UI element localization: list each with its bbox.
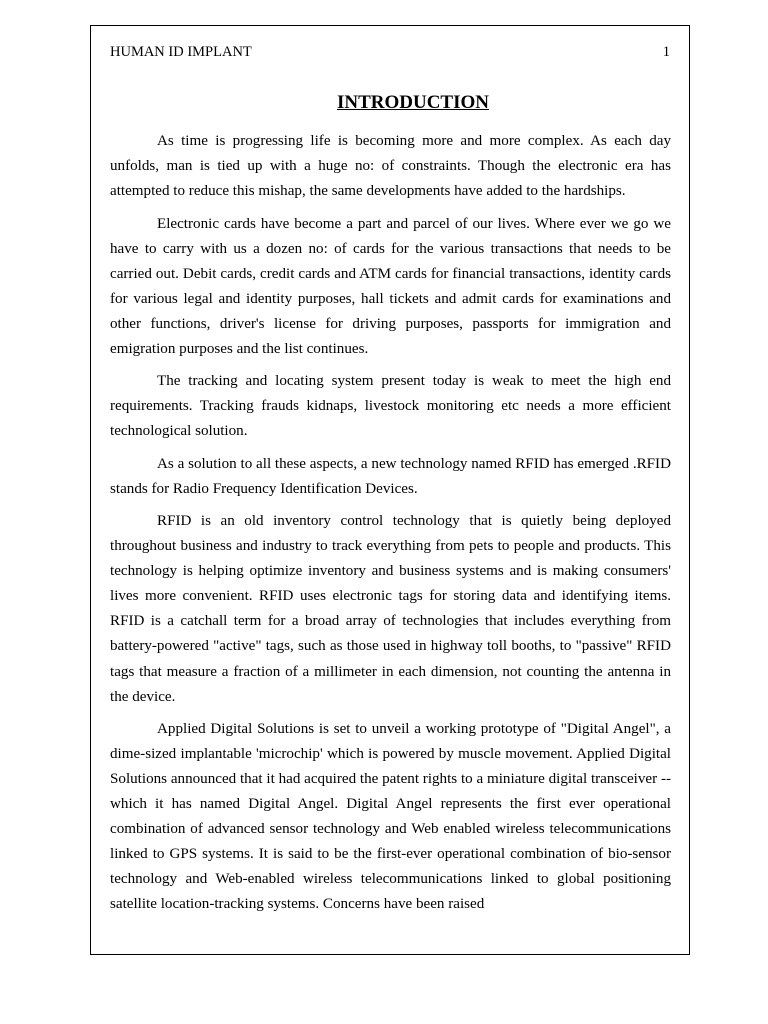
document-body — [110, 129, 671, 925]
page-number: 1 — [662, 44, 670, 60]
paragraph: As time is progressing life is becoming more and more complex. As each day unfolds, man is tied up with a huge no: of constraints. Though the electronic era has attempted to reduce this mishap, the same developments have added to the hardships. — [110, 133, 671, 200]
section-title: INTRODUCTION — [336, 92, 490, 113]
paragraph: As a solution to all these aspects, a new technology named RFID has emerged .RFID stands for Radio Frequency Identification Devices. — [110, 455, 671, 497]
paragraph: RFID is an old inventory control technology that is quietly being deployed throughout business and industry to track everything from pets to people and products. This technology is helping optimize inventory and business systems and is making consumers' lives more convenient. RFID uses electronic tags for storing data and identifying items. RFID is a catchall term for a broad array of technologies that includes everything from battery-powered "active" tags, such as those used in highway toll booths, to "passive" RFID tags that measure a fraction of a millimeter in each dimension, not counting the antenna in the device. — [110, 513, 671, 705]
paragraph: Applied Digital Solutions is set to unveil a working prototype of "Digital Angel", a dime-sized implantable 'microchip' which is powered by muscle movement. Applied Digital Solutions announced that it had acquired the patent rights to a miniature digital transceiver -- which it has named Digital Angel. Digital Angel represents the first ever operational combination of advanced sensor technology and Web enabled wireless telecommunications linked to GPS systems. It is said to be the first-ever operational combination of bio-sensor technology and Web-enabled wireless telecommunications linked to global positioning satellite location-tracking systems. Concerns have been raised — [110, 720, 671, 913]
paragraph: Electronic cards have become a part and parcel of our lives. Where ever we go we have to carry with us a dozen no: of cards for the various transactions that needs to be carried out. Debit cards, credit cards and ATM cards for financial transactions, identity cards for various legal and identity purposes, hall tickets and admit cards for examinations and other functions, driver's license for driving purposes, passports for immigration and emigration purposes and the list continues. — [110, 215, 671, 357]
paragraph: The tracking and locating system present today is weak to meet the high end requirements. Tracking frauds kidnaps, livestock monitoring etc needs a more efficient technological solution. — [110, 373, 671, 440]
page-header — [110, 44, 670, 62]
running-header-title: HUMAN ID IMPLANT — [110, 44, 252, 60]
